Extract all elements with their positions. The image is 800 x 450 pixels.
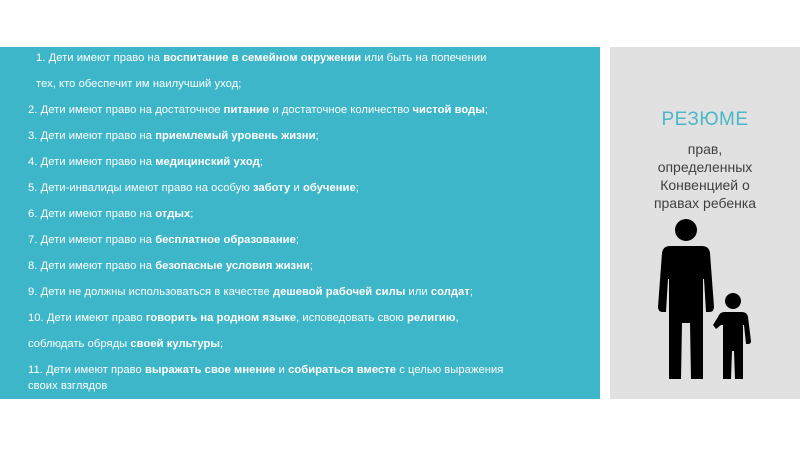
rights-list-item: [28, 338, 223, 350]
text-segment: ;: [309, 260, 314, 272]
rights-list-item: [28, 234, 299, 246]
text-segment: и достаточное количество: [269, 104, 413, 116]
bold-text: заботу: [252, 182, 291, 194]
text-segment: 6. Дети имеют право на: [28, 208, 156, 220]
rights-list-item: [28, 286, 473, 298]
bold-text: медицинский уход: [155, 156, 260, 168]
adult-head: [675, 219, 697, 241]
rights-list-item: [28, 104, 488, 116]
text-segment: ,: [455, 312, 459, 324]
bold-text: приемлемый уровень жизни: [155, 130, 316, 142]
text-segment: 5. Дети-инвалиды имеют право на особую: [28, 182, 253, 194]
rights-list: [0, 47, 600, 399]
text-segment: 9. Дети не должны использоваться в качестве: [28, 286, 273, 298]
text-segment: или быть на попечении: [361, 52, 487, 64]
text-segment: ;: [190, 208, 194, 220]
text-segment: своих взглядов: [28, 380, 108, 392]
text-segment: , исповедовать свою: [296, 312, 407, 324]
text-segment: 3. Дети имеют право на: [28, 130, 156, 142]
text-segment: с целью выражения: [396, 364, 504, 376]
text-segment: 8. Дети имеют право на: [28, 260, 156, 272]
summary-subtitle-line: Конвенцией о: [660, 177, 750, 193]
text-segment: соблюдать обряды: [28, 338, 131, 350]
text-segment: 2. Дети имеют право на достаточное: [28, 104, 224, 116]
bold-text: чистой воды: [412, 104, 485, 116]
rights-list-item: [28, 130, 319, 142]
rights-list-item: [28, 312, 459, 324]
text-segment: 10. Дети имеют право: [28, 312, 146, 324]
bold-text: питание: [223, 104, 270, 116]
text-segment: 4. Дети имеют право на: [28, 156, 156, 168]
text-segment: ;: [295, 234, 300, 246]
text-segment: тех, кто обеспечит им наилучший уход;: [36, 78, 242, 90]
summary-title: РЕЗЮМЕ: [661, 109, 749, 130]
text-segment: ;: [220, 338, 224, 350]
adult-body: [658, 246, 714, 379]
text-segment: ;: [259, 156, 263, 168]
child-body: [713, 312, 751, 379]
bold-text: солдат: [430, 286, 470, 298]
rights-list-item: [28, 156, 263, 168]
bold-text: отдых: [155, 208, 191, 220]
rights-list-item: [28, 380, 107, 392]
rights-list-item: [36, 78, 241, 90]
text-segment: 1. Дети имеют право на: [36, 52, 164, 64]
summary-subtitle-line: прав,: [687, 141, 723, 157]
text-segment: 7. Дети имеют право на: [28, 234, 156, 246]
rights-list-item: [28, 182, 359, 194]
bold-text: религию: [406, 312, 456, 324]
adult-and-child-icon: [654, 219, 764, 379]
text-segment: ;: [315, 130, 319, 142]
bold-text: дешевой рабочей силы: [272, 286, 406, 298]
bold-text: воспитание в семейном окружении: [163, 52, 362, 64]
text-segment: ;: [484, 104, 489, 116]
rights-list-item: [28, 260, 313, 272]
rights-list-panel: [0, 47, 600, 399]
bold-text: бесплатное образование: [155, 234, 296, 246]
summary-subtitle-line: определенных: [657, 159, 753, 175]
text-segment: ;: [355, 182, 359, 194]
text-segment: или: [405, 286, 431, 298]
text-segment: и: [290, 182, 303, 194]
rights-list-item: [28, 364, 503, 376]
summary-subtitle-line: правах ребенка: [653, 195, 757, 211]
child-head: [725, 293, 741, 309]
bold-text: говорить на родном языке: [145, 312, 297, 324]
bold-text: безопасные условия жизни: [155, 260, 310, 272]
bold-text: обучение: [302, 182, 356, 194]
text-segment: ;: [469, 286, 474, 298]
bold-text: собираться вместе: [288, 364, 397, 376]
bold-text: своей культуры: [130, 338, 220, 350]
text-segment: 11. Дети имеют право: [28, 364, 145, 376]
summary-panel: [610, 47, 800, 399]
bold-text: выражать свое мнение: [144, 364, 276, 376]
text-segment: и: [275, 364, 289, 376]
rights-list-item: [36, 52, 486, 64]
rights-list-item: [28, 208, 193, 220]
